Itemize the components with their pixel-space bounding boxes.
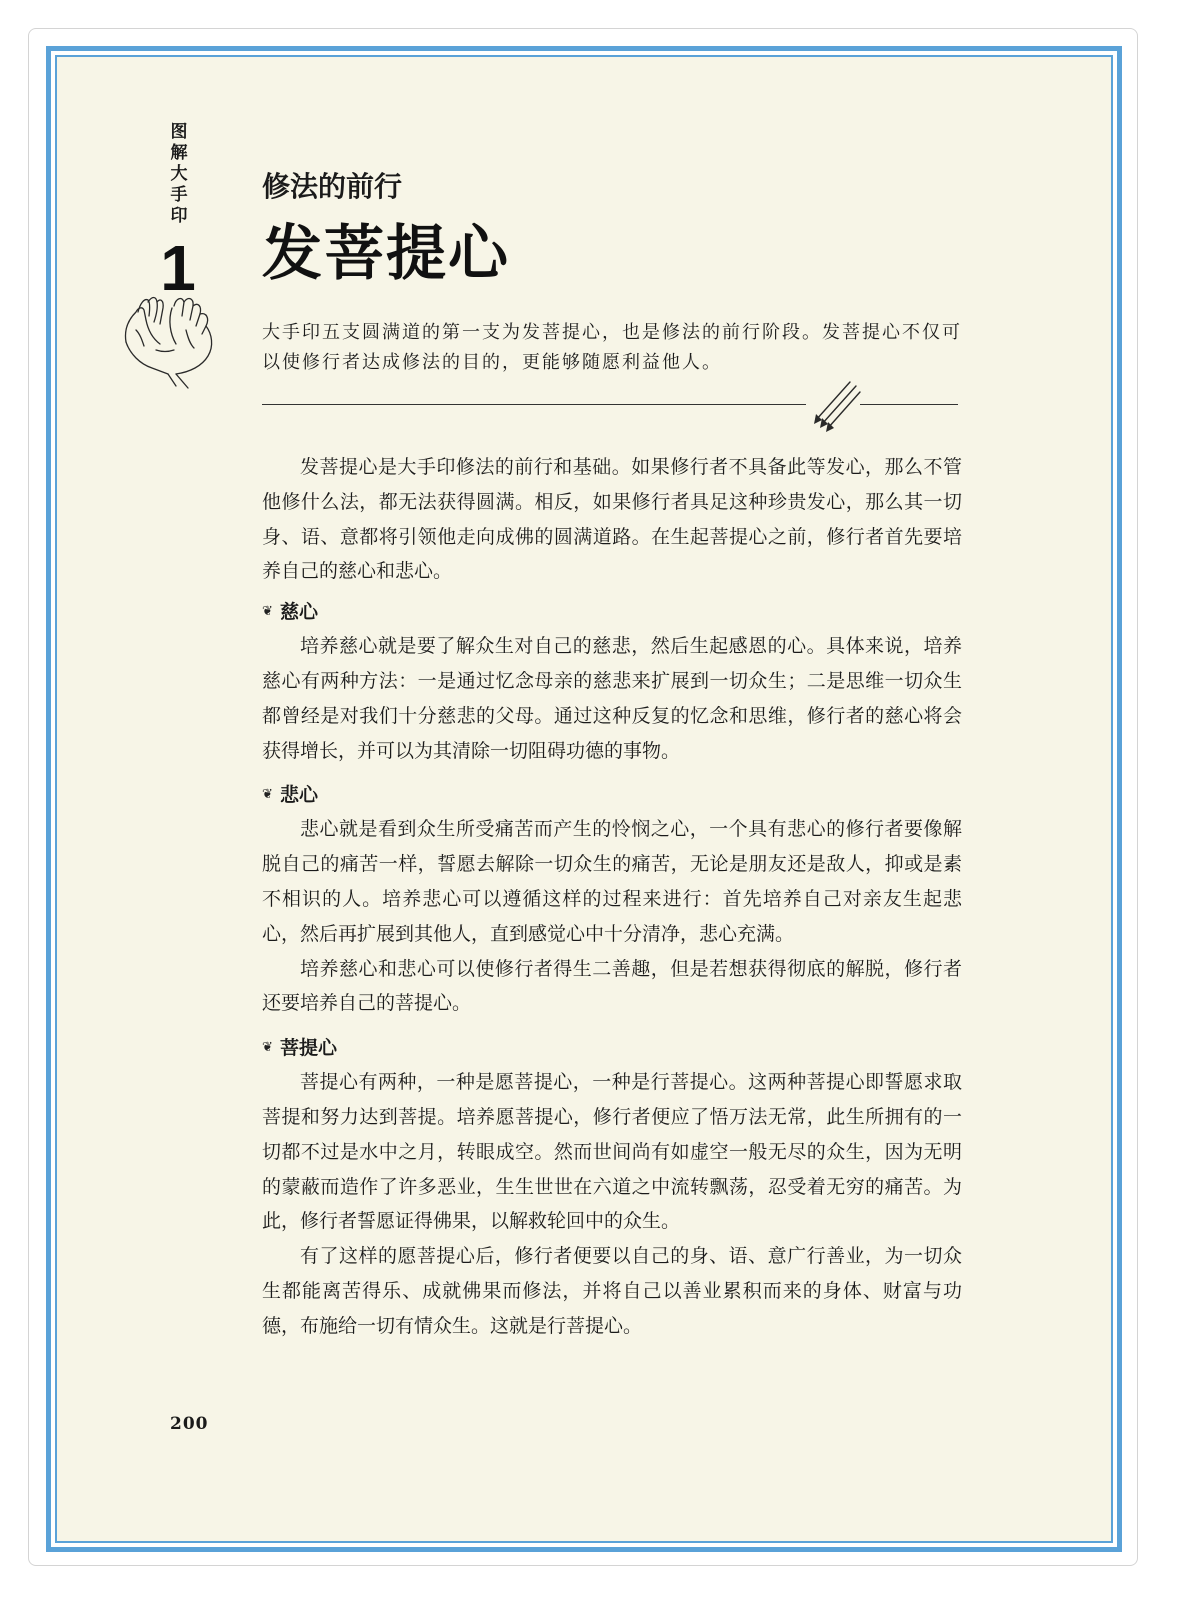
page-title: 发菩提心	[262, 219, 510, 289]
side-label-char: 手	[170, 185, 188, 205]
section-kicker: 修法的前行	[262, 170, 403, 203]
arrows-icon	[806, 378, 862, 434]
subheading-text: 慈心	[280, 601, 319, 624]
chapter-number: 1	[160, 232, 196, 304]
body-paragraph: 发菩提心是大手印修法的前行和基础。如果修行者不具备此等发心，那么不管他修什么法，都无法获得圆满。相反，如果修行者具足这种珍贵发心，那么其一切身、语、意都将引领他走向成佛的圆满道路。在生起菩提心之前，修行者首先要培养自己的慈心和悲心。	[262, 456, 962, 583]
bullet-icon: ❦	[262, 604, 273, 620]
intro-summary: 大手印五支圆满道的第一支为发菩提心，也是修法的前行阶段。发菩提心不仅可以使修行者达成修法的目的，更能够随愿利益他人。	[262, 322, 962, 373]
subheading-bodhicitta	[262, 1031, 962, 1065]
body-paragraph: 培养慈心和悲心可以使修行者得生二善趣，但是若想获得彻底的解脱，修行者还要培养自己的菩提心。	[262, 957, 962, 1015]
subheading-compassion	[262, 778, 962, 812]
side-series-label	[168, 122, 190, 227]
bullet-icon: ❦	[262, 1040, 273, 1056]
side-label-char: 印	[170, 206, 188, 226]
page-number: 200	[170, 1414, 209, 1434]
bullet-icon: ❦	[262, 787, 273, 803]
divider-line-right	[860, 404, 958, 405]
subheading-love	[262, 595, 962, 629]
body-paragraph: 菩提心有两种，一种是愿菩提心，一种是行菩提心。这两种菩提心即誓愿求取菩提和努力达到菩提。培养愿菩提心，修行者便应了悟万法无常，此生所拥有的一切都不过是水中之月，转眼成空。然而世间尚有如虚空一般无尽的众生，因为无明的蒙蔽而造作了许多恶业，生生世世在六道之中流转飘荡，忍受着无穷的痛苦。为此，修行者誓愿证得佛果，以解救轮回中的众生。	[262, 1071, 962, 1233]
body-paragraph: 培养慈心就是要了解众生对自己的慈悲，然后生起感恩的心。具体来说，培养慈心有两种方法：一是通过忆念母亲的慈悲来扩展到一切众生；二是思维一切众生都曾经是对我们十分慈悲的父母。通过这种反复的忆念和思维，修行者的慈心将会获得增长，并可以为其清除一切阻碍功德的事物。	[262, 635, 962, 762]
subheading-text: 菩提心	[280, 1037, 338, 1060]
divider-line	[262, 404, 806, 405]
body-paragraph: 悲心就是看到众生所受痛苦而产生的怜悯之心，一个具有悲心的修行者要像解脱自己的痛苦一样，誓愿去解除一切众生的痛苦，无论是朋友还是敌人，抑或是素不相识的人。培养悲心可以遵循这样的过程来进行：首先培养自己对亲友生起悲心，然后再扩展到其他人，直到感觉心中十分清净，悲心充满。	[262, 818, 962, 945]
article-body	[262, 450, 962, 1344]
subheading-text: 悲心	[280, 784, 319, 807]
side-label-char: 图	[170, 122, 188, 142]
side-label-char: 大	[170, 164, 188, 184]
praying-hands-icon	[116, 290, 226, 390]
body-paragraph: 有了这样的愿菩提心后，修行者便要以自己的身、语、意广行善业，为一切众生都能离苦得乐、成就佛果而修法，并将自己以善业累积而来的身体、财富与功德，布施给一切有情众生。这就是行菩提心。	[262, 1245, 962, 1337]
side-label-char: 解	[170, 143, 188, 163]
